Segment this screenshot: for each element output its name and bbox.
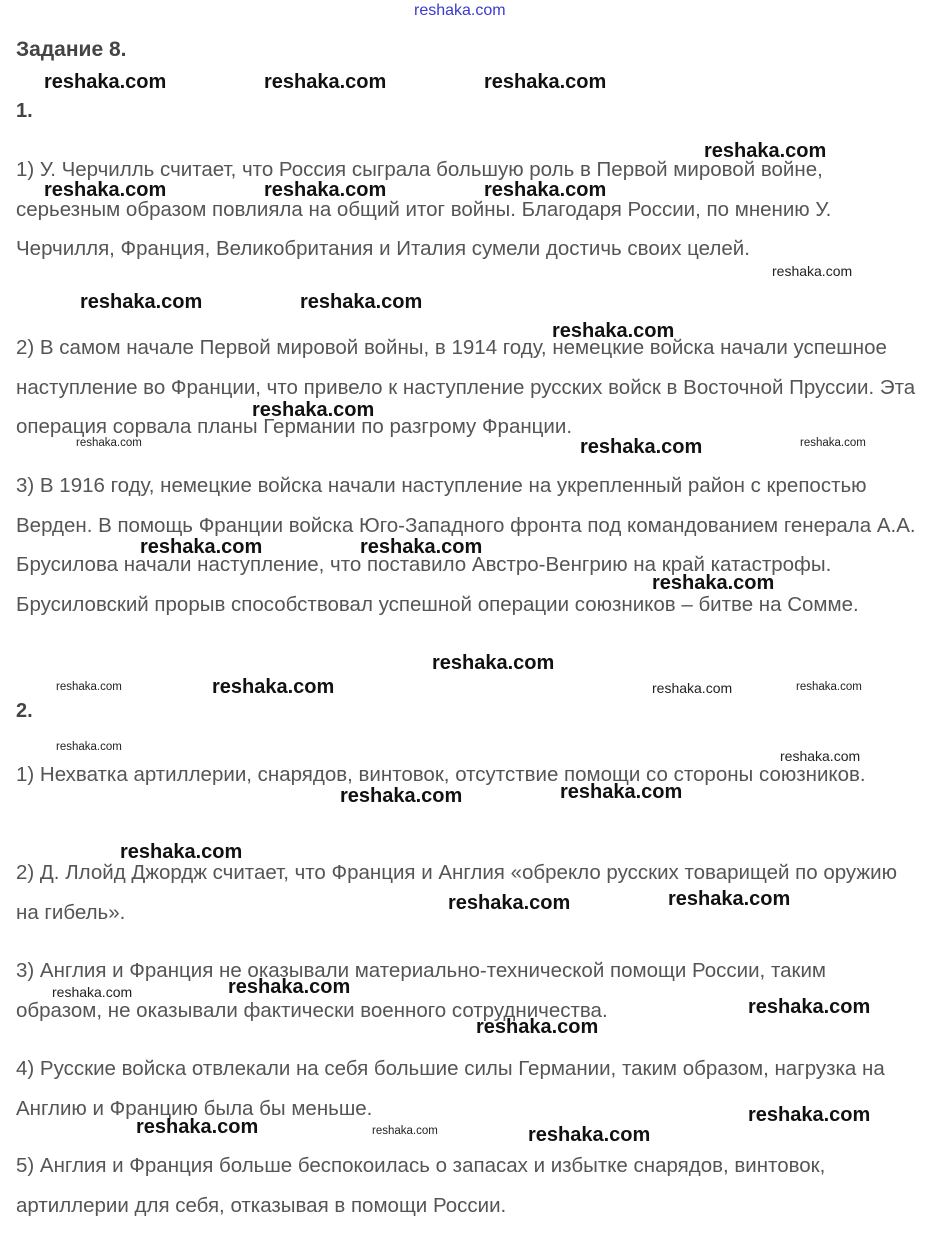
watermark: reshaka.com <box>528 1124 651 1146</box>
section-2-paragraph-4: 4) Русские войска отвлекали на себя большие силы Германии, таким образом, нагрузка на Англию и Францию была бы меньше. <box>16 1057 885 1120</box>
watermark: reshaka.com <box>668 888 791 910</box>
watermark: reshaka.com <box>780 748 861 764</box>
section-2-paragraph-3: 3) Англия и Франция не оказывали материально-технической помощи России, таким образом, не оказывали фактически военного сотрудничества. <box>16 959 827 1022</box>
watermark: reshaka.com <box>228 976 351 998</box>
watermark: reshaka.com <box>44 179 167 201</box>
watermark: reshaka.com <box>748 1104 871 1126</box>
watermark: reshaka.com <box>80 291 203 313</box>
site-watermark-top: reshaka.com <box>414 2 506 19</box>
section-1-paragraph-3: 3) В 1916 году, немецкие войска начали наступление на укрепленный район с крепостью Верден. В помощь Франции войска Юго-Западного фронта под командованием генерала А.А. Брусилова начали наступление, что поставило Австро-Венгрию на край катастрофы. Брусиловский прорыв способствовал успешной операции союзников – битве на Сомме. <box>16 474 916 616</box>
watermark: reshaka.com <box>372 1125 438 1137</box>
watermark: reshaka.com <box>340 785 463 807</box>
watermark: reshaka.com <box>580 436 703 458</box>
watermark: reshaka.com <box>448 892 571 914</box>
section-1-paragraph-2: 2) В самом начале Первой мировой войны, в 1914 году, немецкие войска начали успешное наступление во Франции, что привело к наступление русских войск в Восточной Пруссии. Эта операция сорвала планы Германии по разгрому Франции. <box>16 336 916 438</box>
watermark: reshaka.com <box>76 437 142 449</box>
watermark: reshaka.com <box>552 320 675 342</box>
watermark: reshaka.com <box>432 652 555 674</box>
watermark: reshaka.com <box>800 437 866 449</box>
watermark: reshaka.com <box>136 1116 259 1138</box>
watermark: reshaka.com <box>652 572 775 594</box>
watermark: reshaka.com <box>772 263 853 279</box>
watermark: reshaka.com <box>252 399 375 421</box>
watermark: reshaka.com <box>560 781 683 803</box>
watermark: reshaka.com <box>360 536 483 558</box>
task-title: Задание 8. <box>16 38 127 61</box>
watermark: reshaka.com <box>484 71 607 93</box>
watermark: reshaka.com <box>56 681 122 693</box>
section-2-paragraph-2: 2) Д. Ллойд Джордж считает, что Франция и Англия «обрекло русских товарищей по оружию на гибель». <box>16 861 897 924</box>
watermark: reshaka.com <box>476 1016 599 1038</box>
watermark: reshaka.com <box>484 179 607 201</box>
section-2-number: 2. <box>16 700 33 722</box>
watermark: reshaka.com <box>704 140 827 162</box>
watermark: reshaka.com <box>300 291 423 313</box>
watermark: reshaka.com <box>652 680 733 696</box>
section-1-paragraph-1: 1) У. Черчилль считает, что Россия сыграла большую роль в Первой мировой войне, серьезным образом повлияла на общий итог войны. Благодаря России, по мнению У. Черчилля, Франция, Великобритания и Италия сумели достичь своих целей. <box>16 158 832 260</box>
watermark: reshaka.com <box>264 71 387 93</box>
watermark: reshaka.com <box>44 71 167 93</box>
watermark: reshaka.com <box>796 681 862 693</box>
section-2-paragraph-1: 1) Нехватка артиллерии, снарядов, винтовок, отсутствие помощи со стороны союзников. <box>16 763 866 786</box>
watermark: reshaka.com <box>212 676 335 698</box>
watermark: reshaka.com <box>56 741 122 753</box>
watermark: reshaka.com <box>120 841 243 863</box>
watermark: reshaka.com <box>140 536 263 558</box>
watermark: reshaka.com <box>52 984 133 1000</box>
section-2-paragraph-5: 5) Англия и Франция больше беспокоилась о запасах и избытке снарядов, винтовок, артиллерии для себя, отказывая в помощи России. <box>16 1154 826 1217</box>
watermark: reshaka.com <box>748 996 871 1018</box>
watermark: reshaka.com <box>264 179 387 201</box>
section-1-number: 1. <box>16 100 33 122</box>
